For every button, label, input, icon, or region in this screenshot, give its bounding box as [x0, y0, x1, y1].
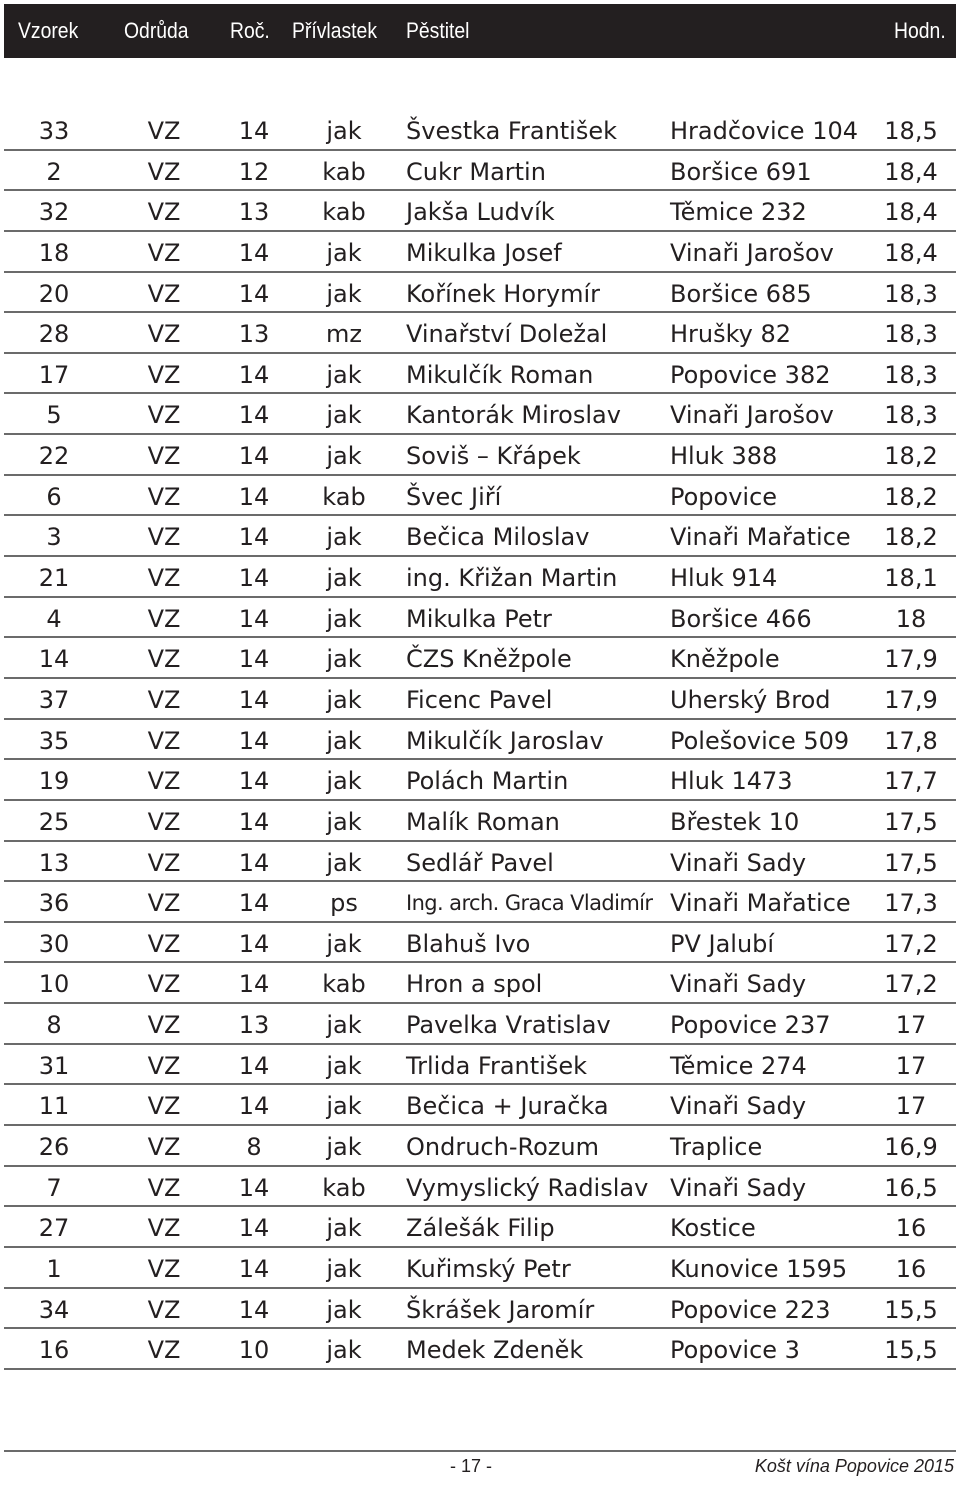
attribute: jak — [326, 523, 362, 552]
header-score: Hodn. — [894, 18, 946, 43]
grower-name: Sedlář Pavel — [406, 848, 554, 877]
variety-code: VZ — [147, 889, 181, 918]
grower-name: Hron a spol — [406, 970, 543, 999]
grower-location: Břestek 10 — [670, 807, 800, 836]
table-row — [4, 232, 956, 273]
attribute: kab — [322, 1173, 366, 1202]
table-row — [4, 394, 956, 435]
vintage-year: 14 — [238, 1051, 270, 1080]
grower-location: PV Jalubí — [670, 929, 775, 958]
variety-code: VZ — [147, 401, 181, 430]
vintage-year: 14 — [238, 726, 270, 755]
table-row — [4, 963, 956, 1004]
sample-number: 14 — [38, 645, 70, 674]
grower-name: Ficenc Pavel — [406, 685, 553, 714]
vintage-year: 14 — [238, 1092, 270, 1121]
variety-code: VZ — [147, 767, 181, 796]
sample-number: 35 — [38, 726, 70, 755]
table-row — [4, 842, 956, 883]
sample-number: 4 — [46, 604, 62, 633]
variety-code: VZ — [147, 645, 181, 674]
vintage-year: 14 — [238, 848, 270, 877]
grower-name: Ondruch-Rozum — [406, 1133, 599, 1162]
variety-code: VZ — [147, 848, 181, 877]
vintage-year: 10 — [238, 1336, 270, 1365]
grower-name: Vymyslický Radislav — [406, 1173, 649, 1202]
sample-number: 1 — [46, 1254, 62, 1283]
vintage-year: 13 — [238, 1011, 270, 1040]
sample-number: 3 — [46, 523, 62, 552]
sample-number: 2 — [46, 157, 62, 186]
attribute: jak — [326, 848, 362, 877]
attribute: jak — [326, 1336, 362, 1365]
attribute: jak — [326, 1092, 362, 1121]
sample-number: 5 — [46, 401, 62, 430]
grower-location: Vinaři Sady — [670, 970, 807, 999]
grower-location: Vinaři Mařatice — [670, 523, 851, 552]
vintage-year: 14 — [238, 482, 270, 511]
score: 17 — [895, 1011, 927, 1040]
table-row — [4, 679, 956, 720]
table-row — [4, 273, 956, 314]
header-sample: Vzorek — [18, 18, 79, 43]
table-row — [4, 354, 956, 395]
score: 17,9 — [884, 645, 938, 674]
table-row — [4, 476, 956, 517]
attribute: jak — [326, 1011, 362, 1040]
table-row — [4, 1045, 956, 1086]
variety-code: VZ — [147, 929, 181, 958]
vintage-year: 14 — [238, 685, 270, 714]
grower-name: Zálešák Filip — [406, 1214, 555, 1243]
sample-number: 11 — [38, 1092, 70, 1121]
variety-code: VZ — [147, 1092, 181, 1121]
attribute: jak — [326, 929, 362, 958]
attribute: jak — [326, 807, 362, 836]
table-row — [4, 557, 956, 598]
variety-code: VZ — [147, 1011, 181, 1040]
attribute: jak — [326, 604, 362, 633]
footer-title: Košt vína Popovice 2015 — [754, 1456, 954, 1476]
score: 17,2 — [884, 929, 938, 958]
vintage-year: 14 — [238, 767, 270, 796]
table-row — [4, 1126, 956, 1167]
attribute: jak — [326, 401, 362, 430]
sample-number: 17 — [38, 360, 70, 389]
attribute: kab — [322, 157, 366, 186]
grower-location: Polešovice 509 — [670, 726, 850, 755]
attribute: kab — [322, 198, 366, 227]
grower-location: Hluk 1473 — [670, 767, 793, 796]
score: 18,2 — [884, 523, 938, 552]
grower-location: Kunovice 1595 — [670, 1254, 848, 1283]
score: 17,7 — [884, 767, 938, 796]
attribute: kab — [322, 970, 366, 999]
vintage-year: 14 — [238, 564, 270, 593]
header-variety: Odrůda — [124, 18, 189, 43]
table-row — [4, 435, 956, 476]
sample-number: 19 — [38, 767, 70, 796]
table-row — [4, 313, 956, 354]
attribute: jak — [326, 279, 362, 308]
score: 15,5 — [884, 1295, 938, 1324]
grower-location: Hluk 914 — [670, 564, 778, 593]
table-header — [4, 4, 956, 58]
variety-code: VZ — [147, 279, 181, 308]
score: 17,5 — [884, 848, 938, 877]
variety-code: VZ — [147, 685, 181, 714]
vintage-year: 14 — [238, 523, 270, 552]
table-row — [4, 598, 956, 639]
table-row — [4, 760, 956, 801]
variety-code: VZ — [147, 360, 181, 389]
grower-name: Kořínek Horymír — [406, 279, 600, 308]
score: 18,4 — [884, 198, 938, 227]
grower-location: Uherský Brod — [670, 685, 831, 714]
table-row — [4, 923, 956, 964]
variety-code: VZ — [147, 442, 181, 471]
grower-location: Popovice — [670, 482, 778, 511]
sample-number: 30 — [38, 929, 70, 958]
score: 18,2 — [884, 442, 938, 471]
sample-number: 34 — [38, 1295, 70, 1324]
grower-name: Pavelka Vratislav — [406, 1011, 611, 1040]
grower-name: Medek Zdeněk — [406, 1336, 584, 1365]
variety-code: VZ — [147, 604, 181, 633]
sample-number: 33 — [38, 117, 70, 145]
variety-code: VZ — [147, 807, 181, 836]
vintage-year: 14 — [238, 807, 270, 836]
vintage-year: 14 — [238, 645, 270, 674]
score: 15,5 — [884, 1336, 938, 1365]
grower-name: ing. Křižan Martin — [406, 564, 618, 593]
attribute: jak — [326, 645, 362, 674]
sample-number: 8 — [46, 1011, 62, 1040]
attribute: kab — [322, 482, 366, 511]
variety-code: VZ — [147, 970, 181, 999]
score: 17,8 — [884, 726, 938, 755]
attribute: jak — [326, 117, 362, 145]
grower-location: Kostice — [670, 1214, 756, 1243]
sample-number: 26 — [38, 1133, 70, 1162]
grower-location: Hrušky 82 — [670, 320, 792, 349]
sample-number: 18 — [38, 238, 70, 267]
sample-number: 22 — [38, 442, 70, 471]
table-row — [4, 151, 956, 192]
grower-name: Mikulka Petr — [406, 604, 552, 633]
grower-name: ČZS Kněžpole — [406, 645, 572, 674]
grower-location: Vinaři Sady — [670, 1173, 807, 1202]
variety-code: VZ — [147, 238, 181, 267]
grower-name: Mikulka Josef — [406, 238, 562, 267]
variety-code: VZ — [147, 523, 181, 552]
table-row — [4, 516, 956, 557]
score: 16 — [895, 1214, 927, 1243]
sample-number: 27 — [38, 1214, 70, 1243]
variety-code: VZ — [147, 726, 181, 755]
table-row — [4, 882, 956, 923]
sample-number: 7 — [46, 1173, 62, 1202]
vintage-year: 12 — [238, 157, 270, 186]
grower-name: Vinařství Doležal — [406, 320, 608, 349]
score: 18,3 — [884, 401, 938, 430]
grower-location: Traplice — [670, 1133, 763, 1162]
score: 18,3 — [884, 320, 938, 349]
table-row — [4, 638, 956, 679]
vintage-year: 14 — [238, 1254, 270, 1283]
variety-code: VZ — [147, 1051, 181, 1080]
grower-location: Hradčovice 104 — [670, 117, 859, 145]
variety-code: VZ — [147, 1254, 181, 1283]
vintage-year: 14 — [238, 1295, 270, 1324]
vintage-year: 13 — [238, 320, 270, 349]
grower-location: Popovice 237 — [670, 1011, 831, 1040]
vintage-year: 13 — [238, 198, 270, 227]
attribute: jak — [326, 360, 362, 389]
variety-code: VZ — [147, 1295, 181, 1324]
vintage-year: 14 — [238, 889, 270, 918]
grower-name: Mikulčík Roman — [406, 360, 594, 389]
attribute: jak — [326, 1214, 362, 1243]
table-row — [4, 801, 956, 842]
sample-number: 20 — [38, 279, 70, 308]
vintage-year: 8 — [246, 1133, 262, 1162]
grower-name: Bečica Miloslav — [406, 523, 590, 552]
grower-name: Trlida František — [406, 1051, 587, 1080]
grower-name: Cukr Martin — [406, 157, 546, 186]
grower-location: Těmice 232 — [670, 198, 807, 227]
attribute: jak — [326, 1295, 362, 1324]
attribute: jak — [326, 1254, 362, 1283]
grower-location: Vinaři Sady — [670, 1092, 807, 1121]
attribute: jak — [326, 1133, 362, 1162]
vintage-year: 14 — [238, 401, 270, 430]
grower-name: Soviš – Křápek — [406, 442, 581, 471]
grower-location: Hluk 388 — [670, 442, 778, 471]
grower-location: Boršice 691 — [670, 157, 812, 186]
grower-name: Blahuš Ivo — [406, 929, 531, 958]
attribute: jak — [326, 1051, 362, 1080]
sample-number: 13 — [38, 848, 70, 877]
vintage-year: 14 — [238, 117, 270, 145]
vintage-year: 14 — [238, 929, 270, 958]
score: 18 — [895, 604, 927, 633]
score: 18,3 — [884, 360, 938, 389]
grower-location: Boršice 466 — [670, 604, 812, 633]
sample-number: 6 — [46, 482, 62, 511]
table-row — [4, 1085, 956, 1126]
table-row — [4, 110, 956, 151]
table-row — [4, 1004, 956, 1045]
vintage-year: 14 — [238, 1173, 270, 1202]
grower-location: Popovice 382 — [670, 360, 831, 389]
attribute: jak — [326, 442, 362, 471]
sample-number: 25 — [38, 807, 70, 836]
variety-code: VZ — [147, 320, 181, 349]
grower-name: Malík Roman — [406, 807, 560, 836]
results-table — [4, 110, 956, 1370]
sample-number: 10 — [38, 970, 70, 999]
score: 17 — [895, 1092, 927, 1121]
grower-name: Polách Martin — [406, 767, 569, 796]
table-row — [4, 191, 956, 232]
variety-code: VZ — [147, 1133, 181, 1162]
page-number: - 17 - — [450, 1456, 493, 1476]
score: 17,5 — [884, 807, 938, 836]
grower-location: Boršice 685 — [670, 279, 812, 308]
grower-location: Vinaři Jarošov — [670, 238, 834, 267]
vintage-year: 14 — [238, 279, 270, 308]
sample-number: 16 — [38, 1336, 70, 1365]
sample-number: 21 — [38, 564, 70, 593]
sample-number: 36 — [38, 889, 70, 918]
variety-code: VZ — [147, 482, 181, 511]
grower-name: Kantorák Miroslav — [406, 401, 621, 430]
grower-location: Vinaři Mařatice — [670, 889, 851, 918]
table-row — [4, 1207, 956, 1248]
footer-divider — [4, 1450, 956, 1452]
variety-code: VZ — [147, 117, 181, 145]
grower-name: Švec Jiří — [406, 482, 502, 511]
score: 17,2 — [884, 970, 938, 999]
vintage-year: 14 — [238, 238, 270, 267]
grower-location: Kněžpole — [670, 645, 780, 674]
grower-name: Švestka František — [406, 117, 618, 145]
sample-number: 32 — [38, 198, 70, 227]
variety-code: VZ — [147, 564, 181, 593]
score: 17,3 — [884, 889, 938, 918]
grower-name: Kuřimský Petr — [406, 1254, 571, 1283]
grower-name: Ing. arch. Graca Vladimír — [406, 891, 653, 916]
attribute: mz — [326, 320, 362, 349]
table-row — [4, 1329, 956, 1370]
score: 17 — [895, 1051, 927, 1080]
variety-code: VZ — [147, 1336, 181, 1365]
variety-code: VZ — [147, 157, 181, 186]
score: 18,2 — [884, 482, 938, 511]
attribute: jak — [326, 564, 362, 593]
score: 17,9 — [884, 685, 938, 714]
score: 18,4 — [884, 157, 938, 186]
score: 18,4 — [884, 238, 938, 267]
grower-location: Popovice 223 — [670, 1295, 831, 1324]
sample-number: 37 — [38, 685, 70, 714]
table-row — [4, 1289, 956, 1330]
header-year: Roč. — [230, 18, 270, 43]
grower-name: Jakša Ludvík — [406, 198, 555, 227]
variety-code: VZ — [147, 1173, 181, 1202]
score: 16,5 — [884, 1173, 938, 1202]
grower-name: Škrášek Jaromír — [406, 1295, 595, 1324]
table-row — [4, 720, 956, 761]
grower-location: Vinaři Jarošov — [670, 401, 834, 430]
vintage-year: 14 — [238, 360, 270, 389]
attribute: jak — [326, 767, 362, 796]
attribute: jak — [326, 238, 362, 267]
vintage-year: 14 — [238, 1214, 270, 1243]
variety-code: VZ — [147, 198, 181, 227]
attribute: ps — [330, 889, 358, 918]
table-row — [4, 1248, 956, 1289]
attribute: jak — [326, 726, 362, 755]
grower-location: Popovice 3 — [670, 1336, 800, 1365]
score: 18,1 — [884, 564, 938, 593]
attribute: jak — [326, 685, 362, 714]
header-attribute: Přívlastek — [292, 18, 378, 43]
score: 16,9 — [884, 1133, 938, 1162]
grower-name: Bečica + Juračka — [406, 1092, 609, 1121]
score: 18,5 — [884, 117, 938, 145]
grower-location: Těmice 274 — [670, 1051, 807, 1080]
score: 16 — [895, 1254, 927, 1283]
variety-code: VZ — [147, 1214, 181, 1243]
sample-number: 31 — [38, 1051, 70, 1080]
header-grower: Pěstitel — [406, 18, 470, 43]
grower-location: Vinaři Sady — [670, 848, 807, 877]
vintage-year: 14 — [238, 604, 270, 633]
vintage-year: 14 — [238, 442, 270, 471]
grower-name: Mikulčík Jaroslav — [406, 726, 604, 755]
score: 18,3 — [884, 279, 938, 308]
table-row — [4, 1167, 956, 1208]
sample-number: 28 — [38, 320, 70, 349]
vintage-year: 14 — [238, 970, 270, 999]
